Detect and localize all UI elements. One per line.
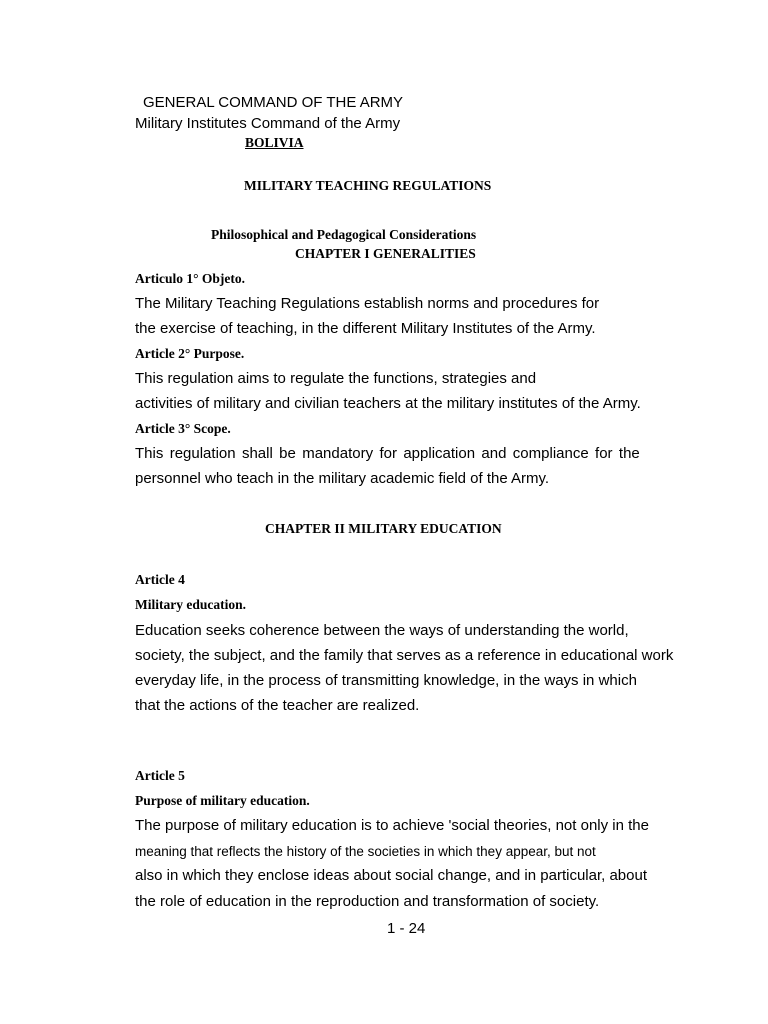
article-4-line-1: Education seeks coherence between the ways of understanding the world, bbox=[135, 622, 629, 639]
article-2-line-2: activities of military and civilian teachers at the military institutes of the Army. bbox=[135, 395, 641, 412]
article-2-line-1: This regulation aims to regulate the functions, strategies and bbox=[135, 370, 537, 387]
document-subtitle: Philosophical and Pedagogical Considerations bbox=[211, 227, 477, 242]
article-4-line-4: that the actions of the teacher are realized. bbox=[135, 697, 420, 714]
article-4-line-2: society, the subject, and the family that serves as a reference in educational work bbox=[135, 647, 674, 664]
article-5-line-1: The purpose of military education is to achieve 'social theories, not only in the bbox=[135, 817, 649, 834]
country-label: BOLIVIA bbox=[245, 135, 304, 150]
article-3-line-1: This regulation shall be mandatory for application and compliance for the bbox=[135, 445, 640, 462]
org-line-2: Military Institutes Command of the Army bbox=[135, 115, 401, 132]
article-3-heading: Article 3° Scope. bbox=[135, 421, 231, 436]
article-5-heading: Purpose of military education. bbox=[135, 793, 310, 808]
chapter-1-title: CHAPTER I GENERALITIES bbox=[295, 246, 476, 261]
article-4-line-3: everyday life, in the process of transmitting knowledge, in the ways in which bbox=[135, 672, 637, 689]
org-line-1: GENERAL COMMAND OF THE ARMY bbox=[143, 94, 404, 111]
article-5-line-2: meaning that reflects the history of the societies in which they appear, but not bbox=[135, 844, 596, 859]
article-3-line-2: personnel who teach in the military academic field of the Army. bbox=[135, 470, 550, 487]
article-4-heading: Military education. bbox=[135, 597, 246, 612]
article-4-number: Article 4 bbox=[135, 572, 185, 587]
page-number: 1 - 24 bbox=[387, 920, 426, 937]
article-5-line-3: also in which they enclose ideas about social change, and in particular, about bbox=[135, 867, 647, 884]
article-1-line-2: the exercise of teaching, in the different Military Institutes of the Army. bbox=[135, 320, 596, 337]
chapter-2-title: CHAPTER II MILITARY EDUCATION bbox=[265, 521, 502, 536]
article-2-heading: Article 2° Purpose. bbox=[135, 346, 245, 361]
article-5-number: Article 5 bbox=[135, 768, 185, 783]
article-1-line-1: The Military Teaching Regulations establish norms and procedures for bbox=[135, 295, 600, 312]
document-title: MILITARY TEACHING REGULATIONS bbox=[244, 178, 492, 193]
article-5-line-4: the role of education in the reproduction and transformation of society. bbox=[135, 893, 600, 910]
article-1-heading: Articulo 1° Objeto. bbox=[135, 271, 246, 286]
